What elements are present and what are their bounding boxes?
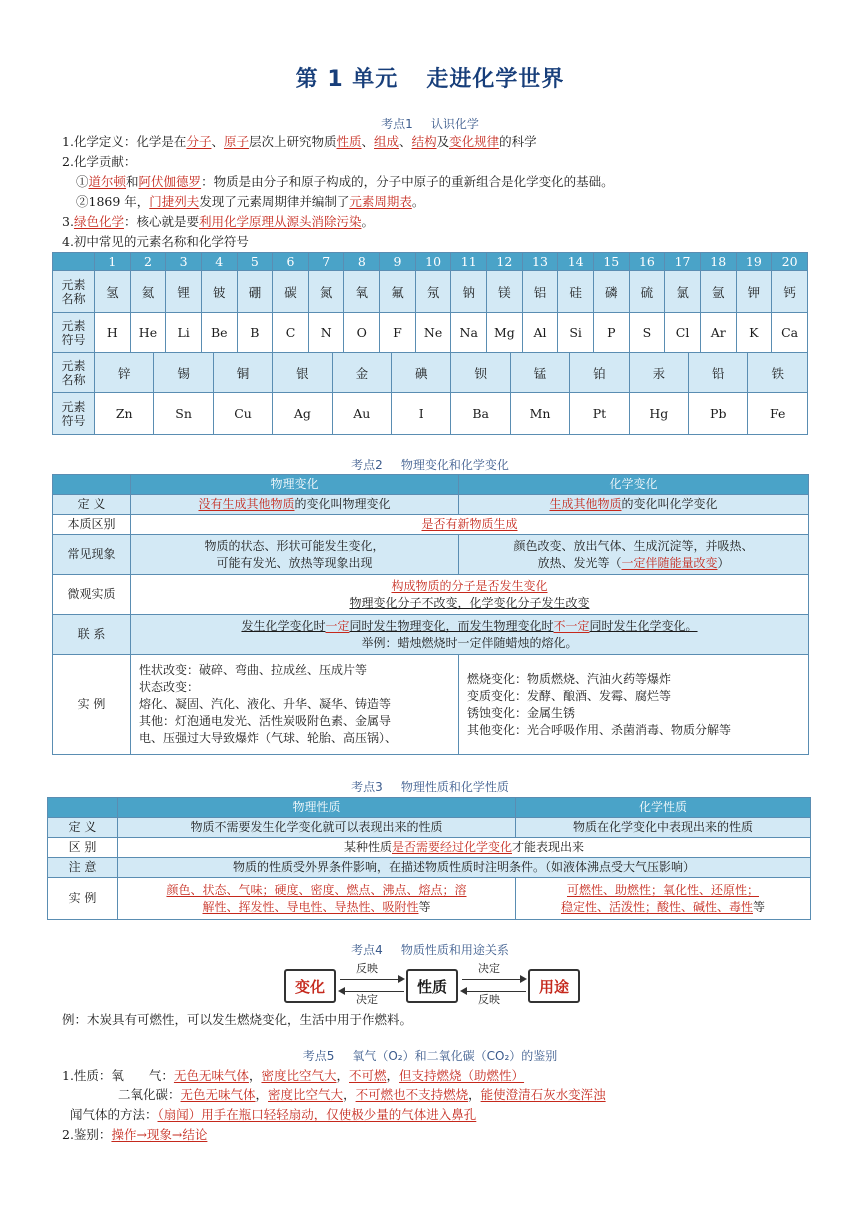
element-number-cell: 12: [487, 253, 523, 271]
element-symbol-2-cell: Hg: [629, 393, 688, 435]
element-symbol-2-cell: Mn: [510, 393, 569, 435]
element-name-2-row-label: 元素 名称: [53, 353, 95, 393]
element-symbol-cell: Si: [558, 313, 594, 353]
element-symbol-cell: F: [380, 313, 416, 353]
element-symbol-cell: H: [95, 313, 131, 353]
chemical-examples: 燃烧变化：物质燃烧、汽油火药等爆炸 变质变化：发酵、酿酒、发霉、腐烂等 锈蚀变化：金属生锈 其他变化：光合呼吸作用、杀菌消毒、物质分解等: [459, 655, 809, 755]
essence-text: 是否有新物质生成: [421, 517, 518, 531]
element-name-cell: 硅: [558, 271, 594, 313]
element-name-2-cell: 钡: [451, 353, 510, 393]
element-name-cell: 氧: [344, 271, 380, 313]
element-symbol-cell: S: [629, 313, 665, 353]
box-usage: 用途: [528, 969, 580, 1003]
smell-method-line: 闻气体的方法：（扇闻）用手在瓶口轻轻扇动，仅使极少量的气体进入鼻孔: [70, 1107, 477, 1122]
element-name-2-cell: 金: [332, 353, 391, 393]
header-physical-property: 物理性质: [118, 798, 516, 818]
arrow-label-reflect-2: 反映: [478, 993, 500, 1006]
element-symbol-2-cell: I: [392, 393, 451, 435]
element-number-cell: 7: [308, 253, 344, 271]
property-comparison-table: [47, 797, 811, 920]
element-number-cell: 4: [201, 253, 237, 271]
row-label-essence: 本质区别: [53, 515, 131, 535]
element-name-cell: 氦: [130, 271, 166, 313]
element-name-2-cell: 锌: [95, 353, 154, 393]
element-symbol-cell: N: [308, 313, 344, 353]
element-name-cell: 钠: [451, 271, 487, 313]
element-symbol-cell: Al: [522, 313, 558, 353]
element-name-cell: 氢: [95, 271, 131, 313]
element-name-2-cell: 银: [273, 353, 332, 393]
element-number-cell: 2: [130, 253, 166, 271]
element-symbol-cell: Mg: [487, 313, 523, 353]
micro-essence: 构成物质的分子是否发生变化 物理变化分子不改变，化学变化分子发生改变: [131, 575, 809, 615]
relation-diagram: [284, 962, 580, 1006]
element-number-cell: 9: [380, 253, 416, 271]
element-name-cell: 碳: [273, 271, 309, 313]
element-name-cell: 硫: [629, 271, 665, 313]
row-label-examples: 实 例: [53, 655, 131, 755]
element-symbol-2-cell: Ag: [273, 393, 332, 435]
header-physical-change: 物理变化: [131, 475, 459, 495]
arrow-label-decide: 决定: [356, 993, 378, 1006]
element-symbol-cell: Ca: [772, 313, 808, 353]
arrow-right-2: [462, 979, 522, 980]
physical-definition: 没有生成其他物质的变化叫物理变化: [131, 495, 459, 515]
row-label-difference: 区 别: [48, 838, 118, 858]
element-name-2-cell: 铜: [213, 353, 272, 393]
element-number-cell: 11: [451, 253, 487, 271]
element-symbol-2-row-label: 元素 符号: [53, 393, 95, 435]
contribution-1: ①道尔顿和阿伏伽德罗：物质是由分子和原子构成的，分子中原子的重新组合是化学变化的基础。: [76, 174, 614, 189]
identification-line: 2.鉴别：操作→现象→结论: [62, 1127, 208, 1142]
box-property: 性质: [406, 969, 458, 1003]
element-number-cell: 5: [237, 253, 273, 271]
co2-property-line: 二氧化碳：无色无味气体，密度比空气大，不可燃也不支持燃烧，能使澄清石灰水变浑浊: [118, 1087, 606, 1102]
arrowhead-left-icon: [460, 987, 467, 995]
element-name-cell: 硼: [237, 271, 273, 313]
row-label-relation: 联 系: [53, 615, 131, 655]
physical-phenomena: 物质的状态、形状可能发生变化， 可能有发光、放热等现象出现: [131, 535, 459, 575]
chemical-phenomena: 颜色改变、放出气体、生成沉淀等，并吸热、 放热、发光等（一定伴随能量改变）: [459, 535, 809, 575]
element-number-cell: 10: [415, 253, 451, 271]
unit-label: 第 1 单元: [295, 67, 399, 92]
element-symbol-2-cell: Sn: [154, 393, 213, 435]
section-heading-2: 考点2 物理变化和化学变化: [351, 458, 509, 472]
row-label-phenomena: 常见现象: [53, 535, 131, 575]
element-symbol-cell: P: [593, 313, 629, 353]
arrow-label-reflect: 反映: [356, 962, 378, 975]
element-symbol-cell: Na: [451, 313, 487, 353]
element-name-2-cell: 汞: [629, 353, 688, 393]
arrowhead-right-icon: [520, 975, 527, 983]
contribution-heading: 2.化学贡献：: [62, 154, 137, 169]
element-symbol-2-cell: Cu: [213, 393, 272, 435]
element-symbol-cell: Be: [201, 313, 237, 353]
element-number-cell: 17: [665, 253, 701, 271]
element-symbol-cell: K: [736, 313, 772, 353]
element-name-row-label: 元素 名称: [53, 271, 95, 313]
section-heading-3: 考点3 物理性质和化学性质: [351, 780, 509, 794]
element-name-2-cell: 铂: [570, 353, 629, 393]
section-heading-5: 考点5 氧气（O₂）和二氧化碳（CO₂）的鉴别: [302, 1049, 558, 1063]
element-name-2-cell: 锰: [510, 353, 569, 393]
element-name-2-cell: 锡: [154, 353, 213, 393]
element-name-cell: 锂: [166, 271, 202, 313]
section-num: 考点1: [381, 117, 413, 131]
oxygen-property-line: 1.性质：氧 气：无色无味气体，密度比空气大，不可燃，但支持燃烧（助燃性）: [62, 1068, 525, 1083]
box-change: 变化: [284, 969, 336, 1003]
element-symbol-cell: Ar: [700, 313, 736, 353]
physical-property-examples: 颜色、状态、气味；硬度、密度、燃点、沸点、熔点；溶 解性、挥发性、导电性、导热性、吸附性等: [118, 878, 516, 920]
element-number-cell: 18: [700, 253, 736, 271]
section-title: 认识化学: [430, 117, 479, 131]
elements-table-1: [52, 252, 808, 353]
row-label-note: 注 意: [48, 858, 118, 878]
header-chemical-change: 化学变化: [459, 475, 809, 495]
relation-text: 发生化学变化时一定同时发生物理变化，而发生物理变化时不一定同时发生化学变化。 举例：蜡烛燃烧时一定伴随蜡烛的熔化。: [131, 615, 809, 655]
element-name-2-cell: 铅: [689, 353, 748, 393]
arrowhead-left-icon: [338, 987, 345, 995]
element-symbol-cell: C: [273, 313, 309, 353]
element-number-cell: 14: [558, 253, 594, 271]
element-number-cell: 3: [166, 253, 202, 271]
unit-name: 走进化学世界: [426, 67, 565, 92]
elements-table-2: [52, 352, 808, 435]
element-symbol-2-cell: Pb: [689, 393, 748, 435]
element-number-cell: 13: [522, 253, 558, 271]
element-name-2-cell: 铁: [748, 353, 808, 393]
arrow-label-decide-2: 决定: [478, 962, 500, 975]
row-label-definition: 定 义: [48, 818, 118, 838]
row-label-definition: 定 义: [53, 495, 131, 515]
contribution-2: ②1869 年，门捷列夫发现了元素周期律并编制了元素周期表。: [76, 194, 425, 209]
element-name-cell: 氩: [700, 271, 736, 313]
element-name-cell: 铝: [522, 271, 558, 313]
element-symbol-2-cell: Zn: [95, 393, 154, 435]
element-number-cell: 19: [736, 253, 772, 271]
element-name-cell: 磷: [593, 271, 629, 313]
element-number-cell: 8: [344, 253, 380, 271]
element-symbol-row-label: 元素 符号: [53, 313, 95, 353]
element-name-cell: 钙: [772, 271, 808, 313]
element-name-cell: 氟: [380, 271, 416, 313]
element-name-cell: 氖: [415, 271, 451, 313]
page-title: [0, 62, 860, 93]
element-symbol-cell: O: [344, 313, 380, 353]
element-symbol-cell: Cl: [665, 313, 701, 353]
green-chemistry-line: 3.绿色化学：核心就是要利用化学原理从源头消除污染。: [62, 214, 374, 229]
element-symbol-cell: B: [237, 313, 273, 353]
section-heading-1: [0, 115, 860, 132]
element-symbol-2-cell: Pt: [570, 393, 629, 435]
elements-heading: 4.初中常见的元素名称和化学符号: [62, 234, 249, 249]
chemical-definition: 生成其他物质的变化叫化学变化: [459, 495, 809, 515]
definition-line: 1.化学定义：化学是在分子、原子层次上研究物质性质、组成、结构及变化规律的科学: [62, 134, 537, 149]
row-label-examples: 实 例: [48, 878, 118, 920]
element-name-2-cell: 碘: [392, 353, 451, 393]
arrowhead-right-icon: [398, 975, 405, 983]
arrow-right-1: [340, 979, 400, 980]
header-chemical-property: 化学性质: [516, 798, 811, 818]
element-symbol-cell: Li: [166, 313, 202, 353]
change-comparison-table: [52, 474, 809, 755]
element-number-cell: 1: [95, 253, 131, 271]
element-number-row-label: [53, 253, 95, 271]
element-symbol-cell: He: [130, 313, 166, 353]
section-heading-4: 考点4 物质性质和用途关系: [351, 943, 509, 957]
element-symbol-cell: Ne: [415, 313, 451, 353]
element-number-cell: 16: [629, 253, 665, 271]
chemical-property-definition: 物质在化学变化中表现出来的性质: [516, 818, 811, 838]
element-name-cell: 铍: [201, 271, 237, 313]
chemical-property-examples: 可燃性、助燃性；氧化性、还原性； 稳定性、活泼性；酸性、碱性、毒性等: [516, 878, 811, 920]
element-name-cell: 钾: [736, 271, 772, 313]
element-number-cell: 15: [593, 253, 629, 271]
example-4: 例：木炭具有可燃性，可以发生燃烧变化，生活中用于作燃料。: [62, 1012, 413, 1027]
element-symbol-2-cell: Au: [332, 393, 391, 435]
difference-text: 某种性质是否需要经过化学变化才能表现出来: [118, 838, 811, 858]
element-number-cell: 6: [273, 253, 309, 271]
element-name-cell: 氮: [308, 271, 344, 313]
row-label-micro: 微观实质: [53, 575, 131, 615]
element-symbol-2-cell: Ba: [451, 393, 510, 435]
note-text: 物质的性质受外界条件影响，在描述物质性质时注明条件。（如液体沸点受大气压影响）: [118, 858, 811, 878]
element-number-cell: 20: [772, 253, 808, 271]
physical-property-definition: 物质不需要发生化学变化就可以表现出来的性质: [118, 818, 516, 838]
element-symbol-2-cell: Fe: [748, 393, 808, 435]
element-name-cell: 镁: [487, 271, 523, 313]
element-name-cell: 氯: [665, 271, 701, 313]
physical-examples: 性状改变：破碎、弯曲、拉成丝、压成片等 状态改变： 熔化、凝固、汽化、液化、升华、凝华、铸造等 其他：灯泡通电发光、活性炭吸附色素、金属导 电、压强过大导致爆炸（气球、轮胎、高压锅）、: [131, 655, 459, 755]
